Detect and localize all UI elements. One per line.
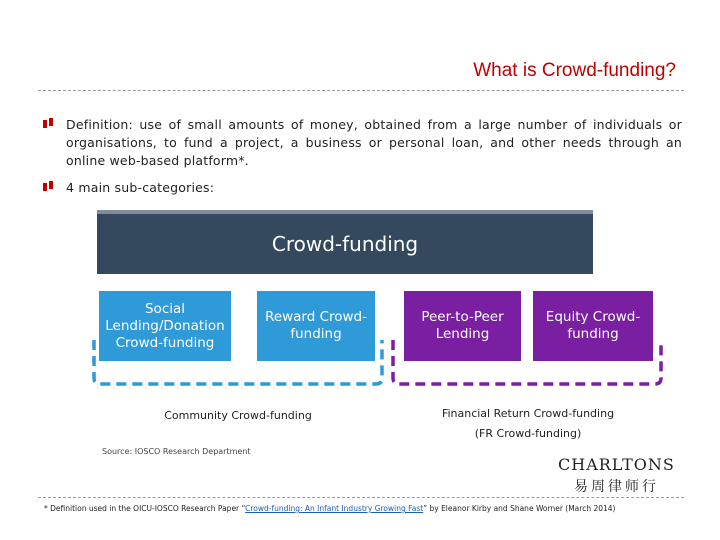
- footnote-link[interactable]: Crowd-funding: An Infant Industry Growing Fast: [245, 504, 424, 513]
- charltons-logo: [558, 456, 675, 496]
- bullet-item-subcategories: [42, 179, 682, 197]
- footnote-prefix: * Definition used in the OICU-IOSCO Research Paper “: [44, 504, 246, 513]
- crowdfunding-header-box: Crowd-funding: [97, 210, 593, 274]
- bullet-text: 4 main sub-categories:: [66, 180, 215, 195]
- diagram-source: Source: IOSCO Research Department: [102, 447, 251, 456]
- footer-divider: [38, 497, 684, 498]
- logo-name: CHARLTONS: [558, 455, 675, 474]
- financial-group-label: Financial Return Crowd-funding: [441, 407, 615, 420]
- logo-chinese-name: 易周律师行: [574, 479, 659, 495]
- title-divider: [38, 90, 684, 91]
- footnote-suffix: ” by Eleanor Kirby and Shane Worner (March 2014): [423, 504, 616, 513]
- crowdfunding-diagram: [88, 210, 700, 470]
- bullet-list: [42, 116, 682, 206]
- bullet-icon: [42, 117, 54, 131]
- bullet-item-definition: [42, 116, 682, 170]
- community-group-label: Community Crowd-funding: [164, 409, 312, 422]
- category-equity: Equity Crowd-funding: [533, 291, 653, 361]
- category-social-lending: Social Lending/Donation Crowd-funding: [99, 291, 231, 361]
- slide-title: What is Crowd-funding?: [473, 60, 676, 81]
- category-reward: Reward Crowd-funding: [257, 291, 375, 361]
- financial-bracket: [393, 340, 661, 384]
- category-peer-to-peer: Peer-to-Peer Lending: [404, 291, 521, 361]
- financial-group-sublabel: (FR Crowd-funding): [474, 427, 582, 440]
- footnote: [44, 503, 664, 514]
- group-brackets: [88, 338, 700, 392]
- community-bracket: [94, 340, 382, 384]
- bullet-text: Definition: use of small amounts of money, obtained from a large number of individuals or organisations, to fund a project, a business or personal loan, and other needs through an online web-based platform*.: [66, 117, 682, 168]
- bullet-icon: [42, 180, 54, 194]
